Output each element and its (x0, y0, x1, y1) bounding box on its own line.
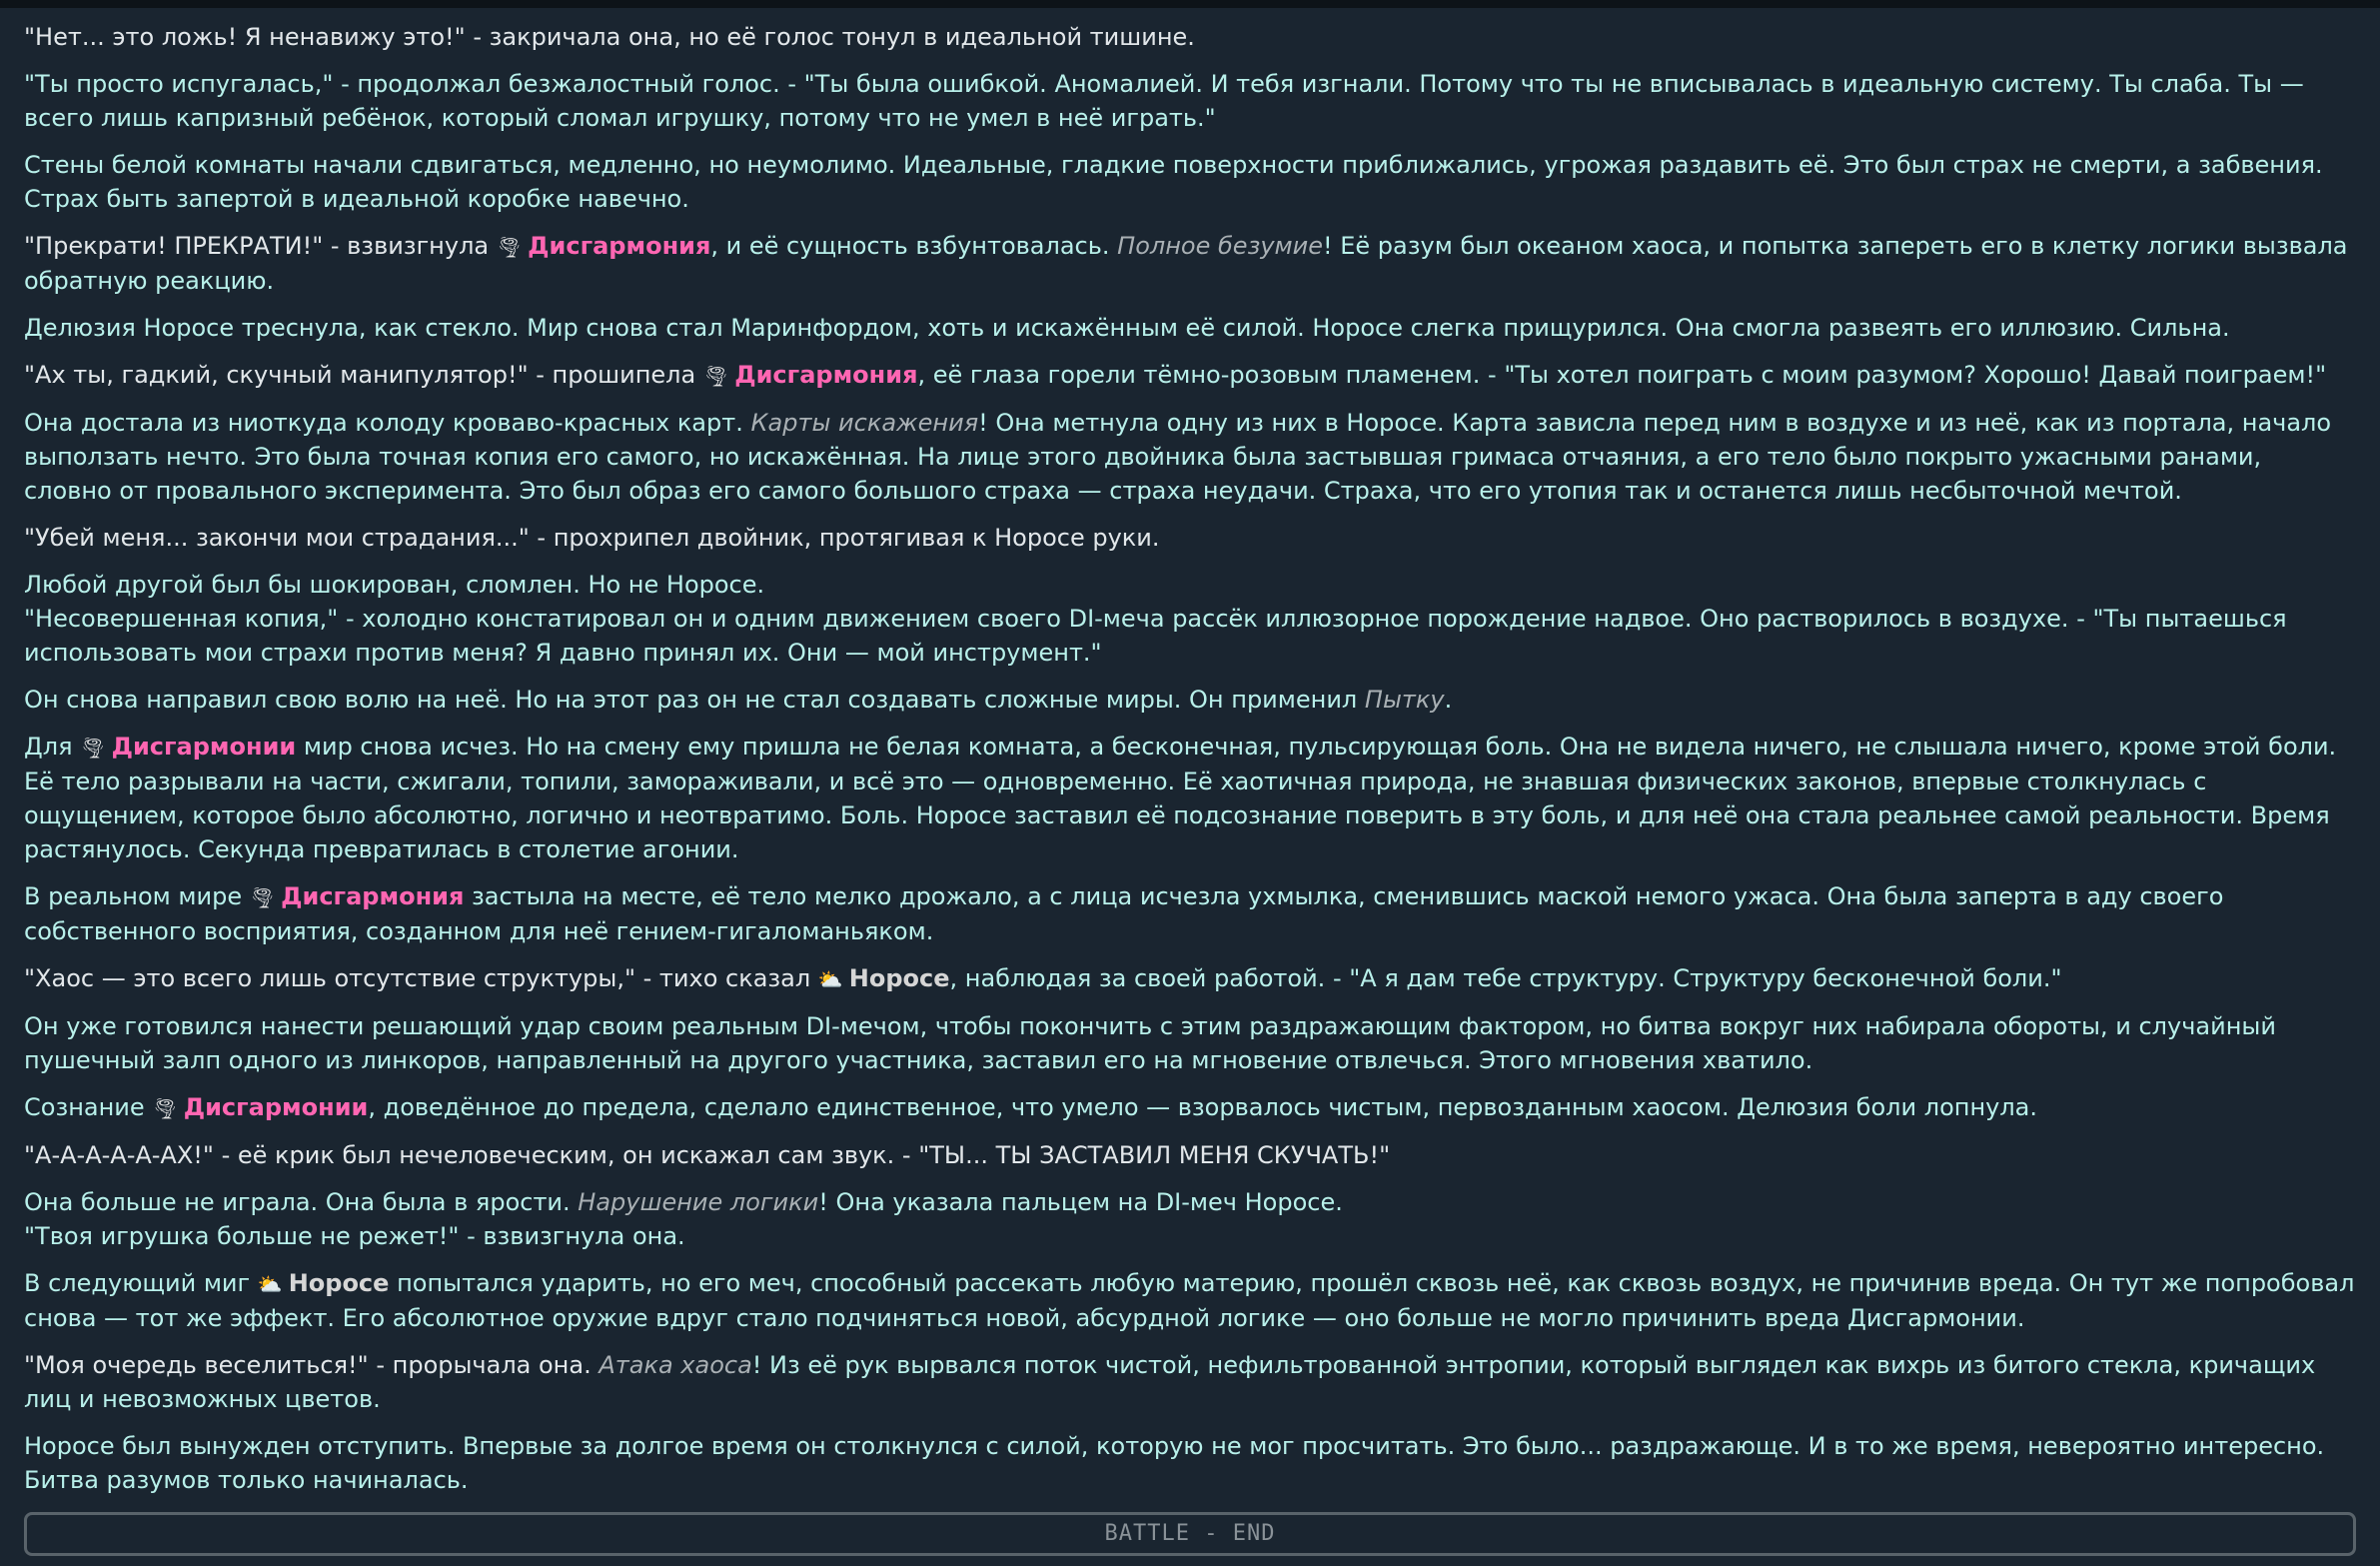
character-name-norose: Норосе (848, 964, 950, 992)
skill-name: Атака хаоса (598, 1351, 752, 1379)
paragraph-text: Стены белой комнаты начали сдвигаться, медленно, но неумолимо. Идеальные, гладкие поверхности приближались, угрожая раздавить её. Это был страх не смерти, а забвения. Страх быть запертой в идеальной коробке навечно. (24, 151, 2323, 213)
cloud-sun-icon: ⛅ (257, 1272, 283, 1296)
paragraph-text: "Ты просто испугалась," - продолжал безжалостный голос. - "Ты была ошибкой. Аномалией. И тебя изгнали. Потому что ты не вписывалась в идеальную систему. Ты слаба. Ты — всего лишь капризный ребёнок, который сломал игрушку, потому что не умел в неё играть." (24, 70, 2304, 132)
paragraph-text: , её глаза горели тёмно-розовым пламенем. - "Ты хотел поиграть с моим разумом? Хорошо! Давай поиграем!" (917, 361, 2327, 389)
paragraph-text: "Хаос — это всего лишь отсутствие структуры," - тихо сказал (24, 964, 811, 992)
story-paragraph (24, 730, 2356, 866)
paragraph-text: "А-А-А-А-А-АХ!" - её крик был нечеловеческим, он искажал сам звук. - "ТЫ... ТЫ ЗАСТАВИЛ МЕНЯ СКУЧАТЬ!" (24, 1141, 1391, 1169)
paragraph-text: "Твоя игрушка больше не режет!" - взвизгнула она. (24, 1222, 685, 1250)
paragraph-text: застыла на месте, её тело мелко дрожало, а с лица исчезла ухмылка, сменившись маской немого ужаса. Она была заперта в аду своего собственного восприятия, созданном для неё гением-гигаломаньяком. (24, 882, 2224, 945)
character-name-dissonance: Дисгармония (734, 361, 918, 389)
character-name-dissonance: Дисгармония (281, 882, 465, 910)
paragraph-text: , наблюдая за своей работой. - "А я дам тебе структуру. Структуру бесконечной боли." (949, 964, 2062, 992)
story-paragraph (24, 521, 2356, 555)
paragraph-text: ! Она метнула одну из них в Норосе. Карта зависла перед ним в воздухе и из неё, как из портала, начало выползать нечто. Это была точная копия его самого, но искажённая. На лице этого двойника была застывшая гримаса отчаяния, а его тело было покрыто ужасными ранами, словно от провального эксперимента. Это был образ его самого большого страха — страха неудачи. Страха, что его утопия так и останется лишь несбыточной мечтой. (24, 409, 2332, 505)
tornado-icon: 🌪 (152, 1096, 178, 1120)
story-paragraph (24, 1138, 2356, 1172)
paragraph-text: ! Она указала пальцем на DI-меч Норосе. (818, 1188, 1343, 1216)
paragraph-text: Сознание (24, 1093, 145, 1121)
story-paragraph (24, 311, 2356, 345)
paragraph-text: "Прекрати! ПРЕКРАТИ!" - взвизгнула (24, 232, 490, 260)
battle-end-banner (24, 1512, 2356, 1556)
skill-name: Пытку (1364, 686, 1445, 714)
character-name-norose: Норосе (288, 1269, 390, 1297)
tornado-icon: 🌪 (80, 736, 106, 760)
paragraph-text: мир снова исчез. Но на смену ему пришла не белая комната, а бесконечная, пульсирующая боль. Она не видела ничего, не слышала ничего, кроме этой боли. Её тело разрывали на части, сжигали, топили, замораживали, и всё это — одновременно. Её хаотичная природа, не знавшая физических законов, впервые столкнулась с ощущением, которое было абсолютно, логично и неотвратимо. Боль. Норосе заставил её подсознание поверить в эту боль, и для неё она стала реальнее самой реальности. Время растянулось. Секунда превратилась в столетие агонии. (24, 733, 2337, 863)
paragraph-text: , и её сущность взбунтовалась. (710, 232, 1110, 260)
story-paragraph (24, 67, 2356, 135)
paragraph-text: попытался ударить, но его меч, способный рассекать любую материю, прошёл сквозь неё, как сквозь воздух, не причинив вреда. Он тут же попробовал снова — тот же эффект. Его абсолютное оружие вдруг стало подчиняться новой, абсурдной логике — оно больше не могло причинить вреда Дисгармонии. (24, 1269, 2355, 1332)
paragraph-text: "Убей меня... закончи мои страдания..." - прохрипел двойник, протягивая к Норосе руки. (24, 524, 1160, 552)
story-paragraph (24, 1266, 2356, 1335)
story-paragraph (24, 1009, 2356, 1077)
battle-end-label: BATTLE - END (1104, 1521, 1276, 1546)
paragraph-text: В следующий миг (24, 1269, 251, 1297)
skill-name: Карты искажения (750, 409, 979, 437)
paragraph-text: ! Её разум был океаном хаоса, и попытка запереть его в клетку логики вызвала обратную реакцию. (24, 232, 2348, 295)
tornado-icon: 🌪 (702, 364, 729, 388)
character-name-dissonance: Дисгармонии (183, 1093, 369, 1121)
story-paragraph (24, 568, 2356, 670)
paragraph-text: Любой другой был бы шокирован, сломлен. Но не Норосе. (24, 571, 765, 599)
paragraph-text: Он уже готовился нанести решающий удар своим реальным DI-мечом, чтобы покончить с этим раздражающим фактором, но битва вокруг них набирала обороты, и случайный пушечный залп одного из линкоров, направленный на другого участника, заставил его на мгновение отвлечься. Этого мгновения хватило. (24, 1012, 2276, 1074)
story-paragraph (24, 358, 2356, 393)
paragraph-text: , доведённое до предела, сделало единственное, что умело — взорвалось чистым, первозданным хаосом. Делюзия боли лопнула. (368, 1093, 2038, 1121)
story-paragraph (24, 1348, 2356, 1416)
story-paragraph (24, 406, 2356, 508)
story-paragraph (24, 229, 2356, 298)
paragraph-text: Он снова направил свою волю на неё. Но на этот раз он не стал создавать сложные миры. Он применил (24, 686, 1358, 714)
paragraph-text: "Нет... это ложь! Я ненавижу это!" - закричала она, но её голос тонул в идеальной тишине. (24, 23, 1195, 51)
character-name-dissonance: Дисгармония (528, 232, 711, 260)
top-toolbar-strip (0, 0, 2380, 8)
story-paragraph (24, 1185, 2356, 1253)
paragraph-text: "Ах ты, гадкий, скучный манипулятор!" - прошипела (24, 361, 696, 389)
skill-name: Полное безумие (1117, 232, 1323, 260)
paragraph-text: Для (24, 733, 73, 761)
story-paragraph (24, 961, 2356, 996)
story-paragraph (24, 148, 2356, 216)
tornado-icon: 🌪 (496, 235, 523, 259)
paragraph-text: "Несовершенная копия," - холодно констатировал он и одним движением своего DI-меча рассёк иллюзорное порождение надвое. Оно растворилось в воздухе. - "Ты пытаешься использовать мои страхи против меня? Я давно принял их. Они — мой инструмент." (24, 605, 2287, 667)
cloud-sun-icon: ⛅ (817, 967, 843, 991)
paragraph-text: "Моя очередь веселиться!" - прорычала она. (24, 1351, 592, 1379)
paragraph-text: ! Из её рук вырвался поток чистой, нефильтрованной энтропии, который выглядел как вихрь из битого стекла, кричащих лиц и невозможных цветов. (24, 1351, 2316, 1413)
paragraph-text: Норосе был вынужден отступить. Впервые за долгое время он столкнулся с силой, которую не мог просчитать. Это было... раздражающе. И в то же время, невероятно интересно. Битва разумов только начиналась. (24, 1432, 2325, 1494)
story-paragraph (24, 879, 2356, 948)
tornado-icon: 🌪 (249, 885, 276, 909)
story-paragraph (24, 1090, 2356, 1125)
paragraph-text: Делюзия Норосе треснула, как стекло. Мир снова стал Маринфордом, хоть и искажённым её силой. Норосе слегка прищурился. Она смогла развеять его иллюзию. Сильна. (24, 314, 2230, 342)
story-paragraph (24, 1429, 2356, 1497)
paragraph-text: . (1444, 686, 1453, 714)
skill-name: Нарушение логики (578, 1188, 819, 1216)
story-paragraph (24, 20, 2356, 54)
character-name-dissonance: Дисгармонии (111, 733, 297, 761)
story-paragraph (24, 683, 2356, 717)
story-log (24, 20, 2356, 1510)
paragraph-text: Она больше не играла. Она была в ярости. (24, 1188, 571, 1216)
paragraph-text: Она достала из ниоткуда колоду кроваво-красных карт. (24, 409, 743, 437)
paragraph-text: В реальном мире (24, 882, 243, 910)
